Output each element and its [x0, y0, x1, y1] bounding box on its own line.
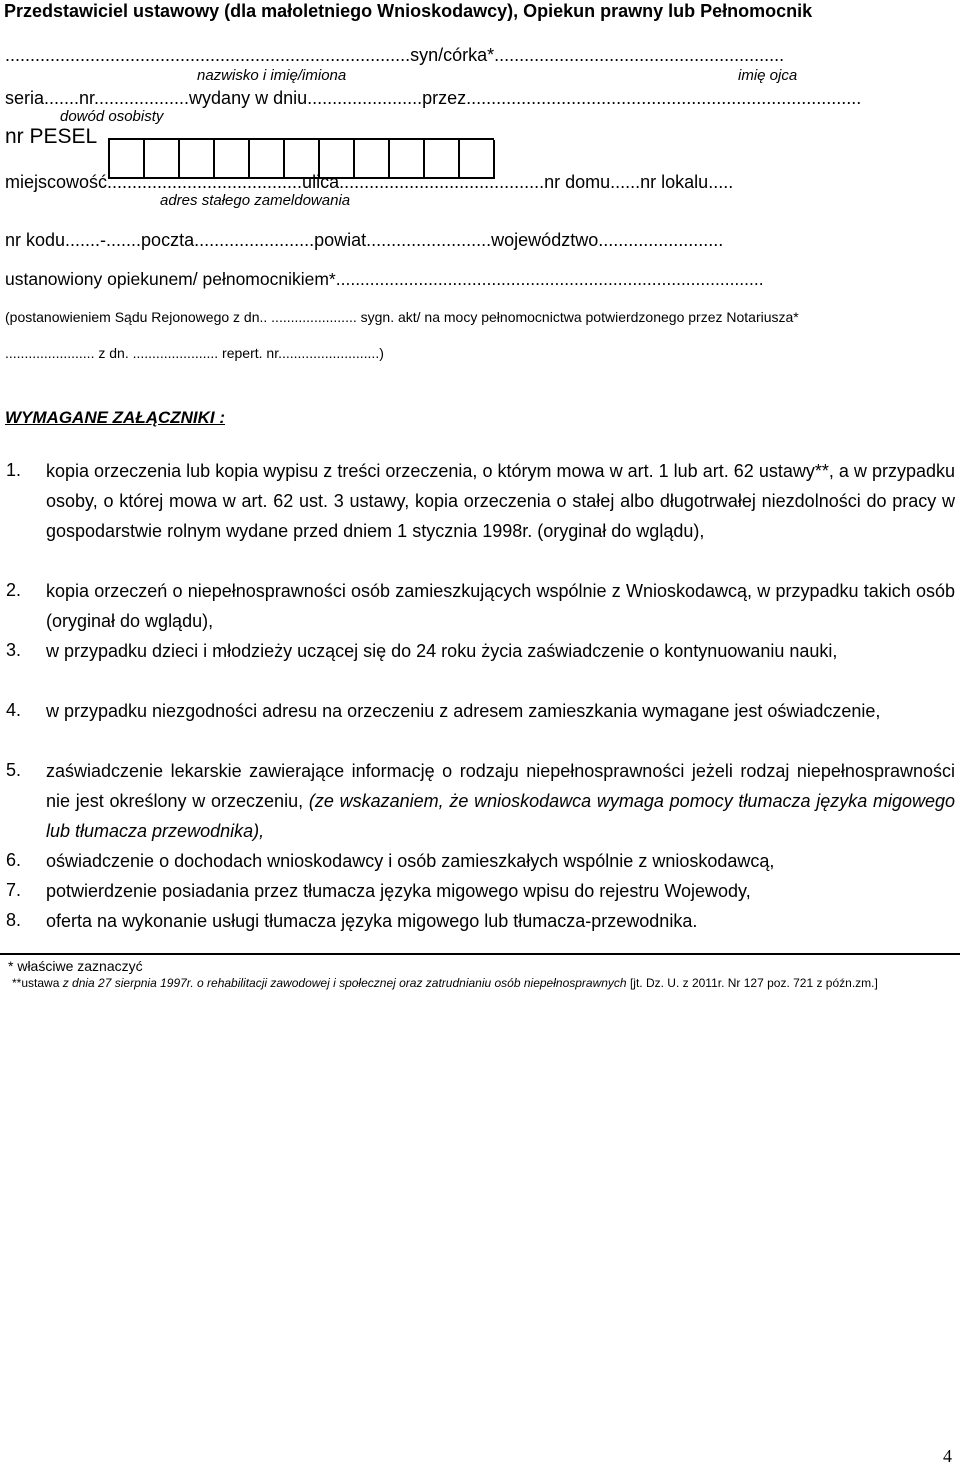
pesel-label: nr PESEL — [5, 125, 98, 148]
footnote-mark-check: * właściwe zaznaczyć — [8, 958, 143, 974]
footnote-act-reference: **ustawa z dnia 27 sierpnia 1997r. o rehabilitacji zawodowej i społecznej oraz zatrudnianiu osób niepełnosprawnych [jt. Dz. U. z 2011r. Nr 127 poz. 721 z późn.zm.] — [12, 976, 878, 990]
name-line: .................................................................................syn/córka*.......................................................... — [5, 45, 785, 65]
address-line: miejscowość.......................................ulica.........................................nr domu......nr lokalu..... — [5, 172, 734, 192]
guardian-line: ustanowiony opiekunem/ pełnomocnikiem*........................................................................................ — [5, 269, 764, 289]
court-decision-line: (postanowieniem Sądu Rejonowego z dn.. ...................... sygn. akt/ na mocy pełnomocnictwa potwierdzonego przez Notariusza* — [5, 309, 799, 325]
caption-name: nazwisko i imię/imiona — [197, 67, 347, 84]
footnote-divider — [0, 953, 960, 955]
attachments-title: WYMAGANE ZAŁĄCZNIKI : — [5, 408, 226, 427]
notary-repert-line: ....................... z dn. ...................... repert. nr..........................) — [5, 345, 384, 361]
postal-line: nr kodu.......-.......poczta........................powiat.........................województwo......................... — [5, 230, 724, 250]
caption-address: adres stałego zameldowania — [160, 192, 351, 209]
caption-father-name: imię ojca — [738, 67, 798, 84]
document-page: Przedstawiciel ustawowy (dla małoletniego Wnioskodawcy), Opiekun prawny lub Pełnomocnik .................................................................................syn/córka*.......................................................... nazwisko i imię/imiona imię ojca seria.......nr...................wydany w dniu.......................przez............................................................................... dowód osobisty nr PESEL miejscowość.......................................ulica.........................................nr domu......nr lokalu..... adres stałego zameldowania nr kodu.......-.......poczta........................powiat.........................województwo......................... ustanowiony opiekunem/ pełnomocnikiem*........................................................................................ (postanowieniem Sądu Rejonowego z dn.. ...................... sygn. akt/ na mocy pełnomocnictwa potwierdzonego przez Notariusza* ....................... z dn. ...................... repert. nr..........................) WYMAGANE ZAŁĄCZNIKI : 1. kopia orzeczenia lub kopia wypisu z treści orzeczenia, o którym mowa w art. 1 lub art. 62 ustawy**, a w przypadku osoby, o której mowa w art. 62 ust. 3 ustawy, kopia orzeczenia o stałej albo długotrwałej niezdolności do pracy w gospodarstwie rolnym wydane przed dniem 1 stycznia 1998r. (oryginał do wglądu), 2. kopia orzeczeń o niepełnosprawności osób zamieszkujących wspólnie z Wnioskodawcą, w przypadku takich osób (oryginał do wglądu), 3. w przypadku dzieci i młodzieży uczącej się do 24 roku życia zaświadczenie o kontynuowaniu nauki, 4. w przypadku niezgodności adresu na orzeczeniu z adresem zamieszkania wymagane jest oświadczenie, 5. zaświadczenie lekarskie zawierające informację o rodzaju niepełnosprawności jeżeli rodzaj niepełnosprawności nie jest określony w orzeczeniu, (ze wskazaniem, że wnioskodawca wymaga pomocy tłumacza języka migowego lub tłumacza przewodnika), 6. oświadczenie o dochodach wnioskodawcy i osób zamieszkałych wspólnie z wnioskodawcą, 7. potwierdzenie posiadania przez tłumacza języka migowego wpisu do rejestru Wojewody, 8. oferta na wykonanie usługi tłumacza języka migowego lub tłumacza-przewodnika. * właściwe zaznaczyć **ustawa z dnia 27 sierpnia 1997r. o rehabilitacji zawodowej i społecznej oraz zatrudnianiu osób niepełnosprawnych [jt. Dz. U. z 2011r. Nr 127 poz. 721 z późn.zm.] 4 — [0, 0, 960, 1476]
caption-id-document: dowód osobisty — [60, 108, 164, 125]
id-document-line: seria.......nr...................wydany w dniu.......................przez............................................................................... — [5, 88, 862, 108]
section-heading: Przedstawiciel ustawowy (dla małoletniego Wnioskodawcy), Opiekun prawny lub Pełnomocnik — [4, 1, 813, 21]
page-number: 4 — [943, 1446, 952, 1466]
